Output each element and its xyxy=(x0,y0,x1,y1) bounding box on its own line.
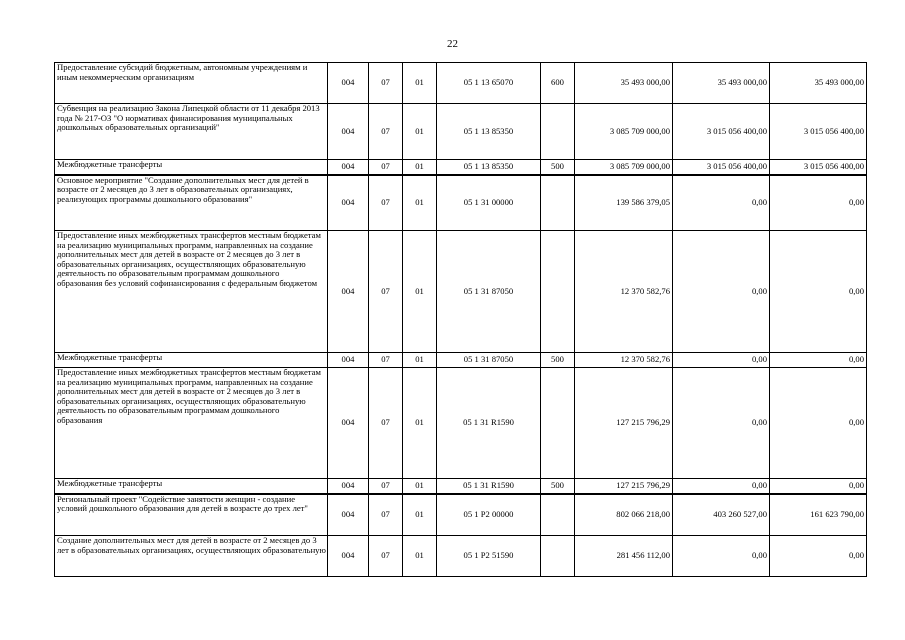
amount-year-3: 0,00 xyxy=(770,536,867,577)
amount-year-2: 0,00 xyxy=(673,368,770,479)
section-code: 07 xyxy=(369,479,403,494)
amount-year-3: 161 623 790,00 xyxy=(770,494,867,536)
section-code: 07 xyxy=(369,353,403,368)
amount-year-2: 0,00 xyxy=(673,536,770,577)
table-body xyxy=(55,63,867,577)
target-article-code: 05 1 31 R1590 xyxy=(437,479,541,494)
amount-year-2: 0,00 xyxy=(673,231,770,353)
subsection-code: 01 xyxy=(403,479,437,494)
target-article-code: 05 1 13 85350 xyxy=(437,104,541,160)
row-name: Предоставление иных межбюджетных трансфертов местным бюджетам на реализацию муниципальных программ, направленных на создание дополнительных мест для детей в возрасте от 2 месяцев до 3 лет в образовательных организациях, осуществляющих образовательную деятельность по образовательным программам дошкольного образования без условий софинансирования с федеральным бюджетом xyxy=(55,231,328,353)
amount-year-3: 0,00 xyxy=(770,353,867,368)
expense-type-code xyxy=(541,175,575,231)
ved-code: 004 xyxy=(328,231,369,353)
amount-year-3: 3 015 056 400,00 xyxy=(770,104,867,160)
section-code: 07 xyxy=(369,494,403,536)
subsection-code: 01 xyxy=(403,494,437,536)
expense-type-code xyxy=(541,368,575,479)
table-row xyxy=(55,479,867,494)
target-article-code: 05 1 P2 51590 xyxy=(437,536,541,577)
section-code: 07 xyxy=(369,160,403,175)
subsection-code: 01 xyxy=(403,104,437,160)
table-row xyxy=(55,368,867,479)
amount-year-1: 3 085 709 000,00 xyxy=(575,160,673,175)
amount-year-3: 0,00 xyxy=(770,479,867,494)
row-name: Субвенция на реализацию Закона Липецкой области от 11 декабря 2013 года № 217-ОЗ "О нормативах финансирования муниципальных дошкольных образовательных организаций" xyxy=(55,104,328,160)
page-number: 22 xyxy=(447,38,458,50)
subsection-code: 01 xyxy=(403,63,437,104)
ved-code: 004 xyxy=(328,160,369,175)
target-article-code: 05 1 13 65070 xyxy=(437,63,541,104)
expense-type-code xyxy=(541,231,575,353)
amount-year-1: 35 493 000,00 xyxy=(575,63,673,104)
subsection-code: 01 xyxy=(403,175,437,231)
amount-year-1: 127 215 796,29 xyxy=(575,479,673,494)
subsection-code: 01 xyxy=(403,368,437,479)
table-row xyxy=(55,353,867,368)
ved-code: 004 xyxy=(328,175,369,231)
amount-year-3: 0,00 xyxy=(770,368,867,479)
ved-code: 004 xyxy=(328,536,369,577)
section-code: 07 xyxy=(369,368,403,479)
table-row xyxy=(55,160,867,175)
ved-code: 004 xyxy=(328,63,369,104)
amount-year-1: 802 066 218,00 xyxy=(575,494,673,536)
ved-code: 004 xyxy=(328,368,369,479)
budget-table xyxy=(54,62,867,577)
amount-year-3: 3 015 056 400,00 xyxy=(770,160,867,175)
amount-year-3: 0,00 xyxy=(770,231,867,353)
amount-year-2: 0,00 xyxy=(673,479,770,494)
row-name: Региональный проект "Содействие занятости женщин - создание условий дошкольного образования для детей в возрасте до трех лет" xyxy=(55,494,328,536)
amount-year-1: 12 370 582,76 xyxy=(575,353,673,368)
row-name: Основное мероприятие "Создание дополнительных мест для детей в возрасте от 2 месяцев до 3 лет в образовательных организациях, реализующих программы дошкольного образования" xyxy=(55,175,328,231)
amount-year-1: 281 456 112,00 xyxy=(575,536,673,577)
ved-code: 004 xyxy=(328,479,369,494)
section-code: 07 xyxy=(369,536,403,577)
row-name: Межбюджетные трансферты xyxy=(55,160,328,175)
amount-year-1: 127 215 796,29 xyxy=(575,368,673,479)
ved-code: 004 xyxy=(328,104,369,160)
expense-type-code: 500 xyxy=(541,160,575,175)
target-article-code: 05 1 P2 00000 xyxy=(437,494,541,536)
amount-year-2: 403 260 527,00 xyxy=(673,494,770,536)
row-name: Создание дополнительных мест для детей в возрасте от 2 месяцев до 3 лет в образовательных организациях, осуществляющих образовательную xyxy=(55,536,328,577)
table-row xyxy=(55,536,867,577)
ved-code: 004 xyxy=(328,353,369,368)
target-article-code: 05 1 31 00000 xyxy=(437,175,541,231)
table-row xyxy=(55,63,867,104)
subsection-code: 01 xyxy=(403,160,437,175)
section-code: 07 xyxy=(369,175,403,231)
expense-type-code xyxy=(541,104,575,160)
subsection-code: 01 xyxy=(403,536,437,577)
target-article-code: 05 1 13 85350 xyxy=(437,160,541,175)
amount-year-3: 35 493 000,00 xyxy=(770,63,867,104)
expense-type-code xyxy=(541,536,575,577)
table-row xyxy=(55,175,867,231)
amount-year-2: 3 015 056 400,00 xyxy=(673,104,770,160)
amount-year-2: 0,00 xyxy=(673,353,770,368)
target-article-code: 05 1 31 87050 xyxy=(437,353,541,368)
expense-type-code: 500 xyxy=(541,353,575,368)
amount-year-1: 139 586 379,05 xyxy=(575,175,673,231)
row-name: Предоставление иных межбюджетных трансфертов местным бюджетам на реализацию муниципальных программ, направленных на создание дополнительных мест для детей в возрасте от 2 месяцев до 3 лет в образовательных организациях, осуществляющих образовательную деятельность по образовательным программам дошкольного образования xyxy=(55,368,328,479)
expense-type-code: 600 xyxy=(541,63,575,104)
row-name: Предоставление субсидий бюджетным, автономным учреждениям и иным некоммерческим организациям xyxy=(55,63,328,104)
amount-year-2: 3 015 056 400,00 xyxy=(673,160,770,175)
amount-year-3: 0,00 xyxy=(770,175,867,231)
row-name: Межбюджетные трансферты xyxy=(55,353,328,368)
row-name: Межбюджетные трансферты xyxy=(55,479,328,494)
target-article-code: 05 1 31 87050 xyxy=(437,231,541,353)
expense-type-code: 500 xyxy=(541,479,575,494)
table-row xyxy=(55,104,867,160)
ved-code: 004 xyxy=(328,494,369,536)
amount-year-2: 0,00 xyxy=(673,175,770,231)
target-article-code: 05 1 31 R1590 xyxy=(437,368,541,479)
table-row xyxy=(55,231,867,353)
expense-type-code xyxy=(541,494,575,536)
amount-year-1: 3 085 709 000,00 xyxy=(575,104,673,160)
section-code: 07 xyxy=(369,63,403,104)
section-code: 07 xyxy=(369,104,403,160)
table-row xyxy=(55,494,867,536)
amount-year-2: 35 493 000,00 xyxy=(673,63,770,104)
subsection-code: 01 xyxy=(403,353,437,368)
section-code: 07 xyxy=(369,231,403,353)
amount-year-1: 12 370 582,76 xyxy=(575,231,673,353)
subsection-code: 01 xyxy=(403,231,437,353)
